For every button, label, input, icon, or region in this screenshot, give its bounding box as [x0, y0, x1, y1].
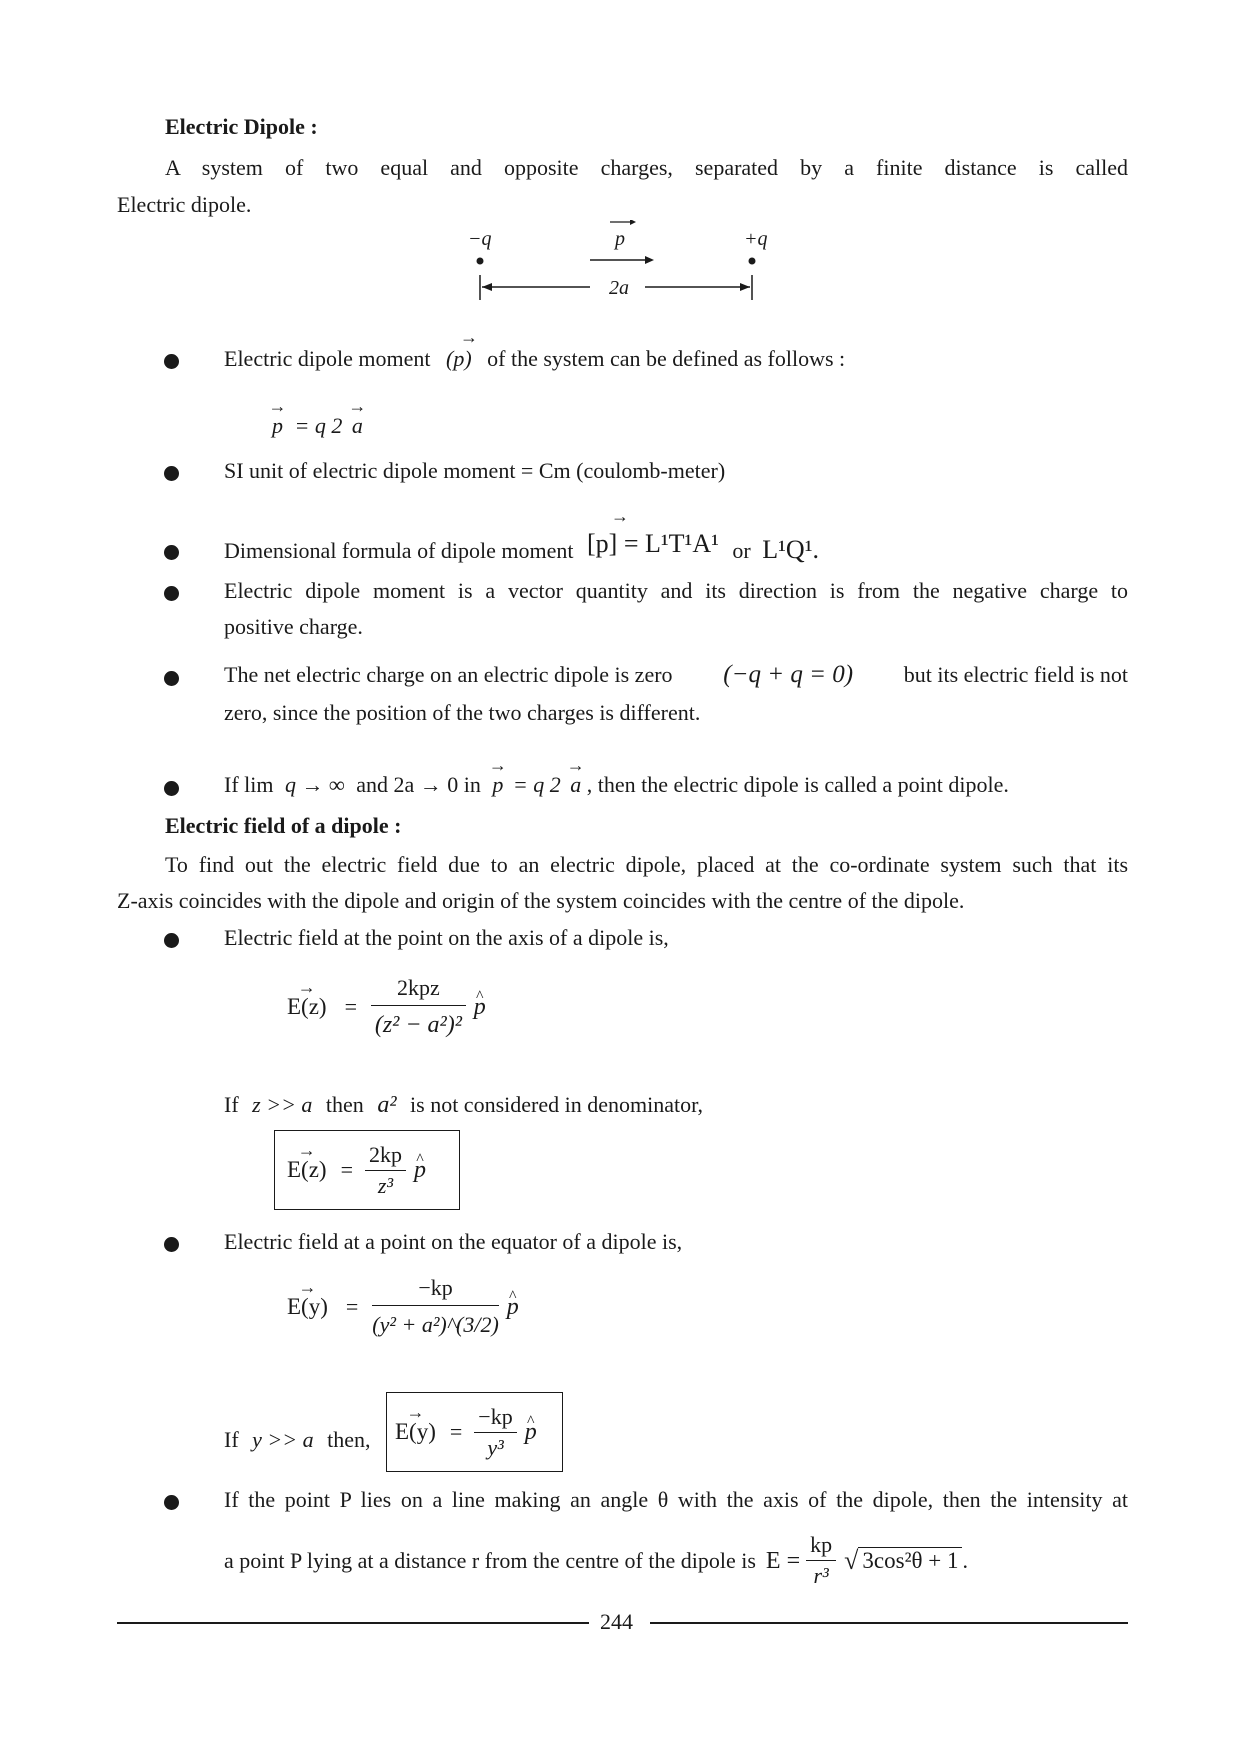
footer-rule-left — [117, 1622, 589, 1624]
eq5-end: . — [962, 1547, 968, 1573]
separation-label: 2a — [609, 277, 629, 299]
negative-charge-dot — [477, 258, 484, 265]
cond2-post: then, — [327, 1427, 371, 1452]
b3-text: Dimensional formula of dipole moment — [224, 538, 574, 563]
bullet-dot — [164, 1495, 179, 1510]
equation-equator-field: → E(y) = $\frac{-kp}{\text{(y² + a²)\textasciicircum{}(3/2)}}$ ^ p — [287, 1275, 519, 1338]
footer-rule-right — [650, 1622, 1128, 1624]
equation-equator-field-approx-box: → E(y) = $\frac{-kp}{\text{y³}}$ ^ p — [386, 1392, 563, 1472]
eq5-radicand: 3cos²θ + 1 — [858, 1547, 962, 1574]
b3-vector-arrow: → — [611, 506, 629, 526]
section-title-electric-field: Electric field of a dipole : — [165, 813, 402, 838]
bullet-point-dipole — [224, 772, 1009, 798]
bullet-vector-quantity-line-2: positive charge. — [224, 614, 363, 639]
intro-paragraph-line-1: A system of two equal and opposite charges, separated by a finite distance is called — [165, 155, 1128, 180]
eq4-lhs: → E(y) — [395, 1419, 436, 1445]
b6-lim: q → ∞ — [285, 772, 345, 797]
b6-a-vector: → a — [570, 772, 581, 798]
section-title-electric-dipole: Electric Dipole : — [165, 114, 318, 139]
bullet-dot — [164, 354, 179, 369]
b6-mid: and 2a → 0 in — [356, 772, 481, 797]
eq1-fraction — [371, 975, 466, 1038]
formula-a-vector: → a — [352, 413, 363, 439]
bullet-dot — [164, 1237, 179, 1252]
eq4-unit-vector: ^ p — [525, 1419, 537, 1445]
cond1-mid: then — [325, 1092, 364, 1117]
b5-formula: (−q + q = 0) — [723, 661, 854, 688]
eq3-denominator: (y² + a²)^(3/2) — [372, 1312, 499, 1337]
cond2-expr: y >> a — [252, 1427, 314, 1452]
equation-axis-field-approx-box: → E(z) = $\frac{2kp}{\text{z³}}$ ^ p — [274, 1130, 460, 1210]
formula-p-vector: → p — [272, 413, 283, 439]
b3-alt: L¹Q¹. — [762, 535, 819, 564]
eq3-unit-vector: ^ p — [507, 1294, 519, 1320]
eq1-numerator: 2kpz — [371, 975, 466, 1006]
bullet-dipole-moment-def — [224, 327, 846, 372]
intro-paragraph-line-2: Electric dipole. — [117, 192, 252, 217]
b6-p-vector: → p — [492, 772, 503, 798]
bullet-dot — [164, 933, 179, 948]
bullet-angle-field-line-1: If the point P lies on a line making an angle θ with the axis of the dipole, then the intensity at — [224, 1487, 1128, 1512]
bullet-dimensional-formula — [224, 529, 819, 564]
bullet-equator-field: Electric field at a point on the equator of a dipole is, — [224, 1229, 683, 1254]
eq3-lhs: → E(y) — [287, 1294, 328, 1320]
sqrt-sign: √ — [844, 1545, 859, 1575]
b6-post: , then the electric dipole is called a point dipole. — [586, 772, 1009, 797]
eq1-lhs: → E(z) — [287, 994, 327, 1020]
eq2-lhs: → E(z) — [287, 1157, 327, 1183]
bullet-dot — [164, 545, 179, 560]
section2-intro-line-2: Z-axis coincides with the dipole and origin of the system coincides with the centre of the dipole. — [117, 888, 965, 913]
eq5-denominator: r³ — [813, 1563, 829, 1588]
bullet-si-unit: SI unit of electric dipole moment = Cm (coulomb-meter) — [224, 458, 726, 483]
eq3-numerator: −kp — [372, 1275, 499, 1306]
formula-mid: = q 2 — [294, 413, 343, 438]
dipole-moment-label: p — [615, 228, 625, 250]
positive-charge-dot — [749, 258, 756, 265]
eq1-unit-vector: ^ p — [474, 994, 486, 1020]
formula-dipole-moment — [272, 413, 363, 439]
bullet-dot — [164, 781, 179, 796]
cond1-pre: If — [224, 1092, 239, 1117]
b6-formula-mid: = q 2 — [512, 772, 561, 797]
eq5-lhs: E = — [765, 1547, 801, 1574]
eq2-unit-vector: ^ p — [414, 1157, 426, 1183]
bullet-angle-field-line-2 — [224, 1532, 968, 1589]
eq1-denominator: (z² − a²)² — [374, 1012, 462, 1038]
section2-intro-line-1: To find out the electric field due to an electric dipole, placed at the co-ordinate system such that its — [165, 852, 1128, 877]
b5-post: but its electric field is not — [903, 662, 1128, 687]
eq2-fraction — [365, 1142, 406, 1199]
page-number: 244 — [600, 1609, 633, 1634]
bullet-dot — [164, 586, 179, 601]
eq4-numerator: −kp — [474, 1404, 516, 1433]
bullet-net-charge-line-2: zero, since the position of the two charges is different. — [224, 700, 701, 725]
bullet-dot — [164, 671, 179, 686]
condition-z-much-greater — [224, 1092, 703, 1118]
eq5-fraction — [806, 1532, 836, 1589]
b3-formula: [p] = L¹T¹A¹ — [587, 529, 719, 558]
bullet-axis-field: Electric field at the point on the axis of a dipole is, — [224, 925, 669, 950]
cond2-pre: If — [224, 1427, 239, 1452]
eq2-numerator: 2kp — [365, 1142, 406, 1171]
equation-axis-field: → E(z) = $\frac{\text{2kpz}}{\text{(z² − a²)²}}$ ^ p — [287, 975, 486, 1038]
condition-y-much-greater — [224, 1427, 371, 1453]
b1-symbol: → (p) — [446, 327, 478, 371]
bullet-net-charge-line-1 — [224, 662, 1128, 688]
negative-charge-label: −q — [468, 228, 492, 250]
b6-pre: If lim — [224, 772, 274, 797]
eq3-fraction — [372, 1275, 499, 1338]
b1-post: of the system can be defined as follows : — [487, 346, 846, 371]
b1-pre: Electric dipole moment — [224, 346, 431, 371]
b3-or: or — [732, 538, 751, 563]
eq4-fraction — [474, 1404, 516, 1461]
cond1-post: is not considered in denominator, — [410, 1092, 704, 1117]
bullet-vector-quantity-line-1: Electric dipole moment is a vector quantity and its direction is from the negative charge to — [224, 578, 1128, 603]
cond1-expr: z >> a — [252, 1092, 313, 1117]
bullet-dot — [164, 466, 179, 481]
cond1-sym: a² — [377, 1092, 397, 1118]
positive-charge-label: +q — [744, 228, 768, 250]
eq4-denominator: y³ — [487, 1434, 504, 1460]
eq2-denominator: z³ — [377, 1172, 394, 1198]
angle-line2-text: a point P lying at a distance r from the centre of the dipole is — [224, 1547, 756, 1573]
eq5-numerator: kp — [806, 1532, 836, 1561]
b5-pre: The net electric charge on an electric dipole is zero — [224, 662, 673, 687]
